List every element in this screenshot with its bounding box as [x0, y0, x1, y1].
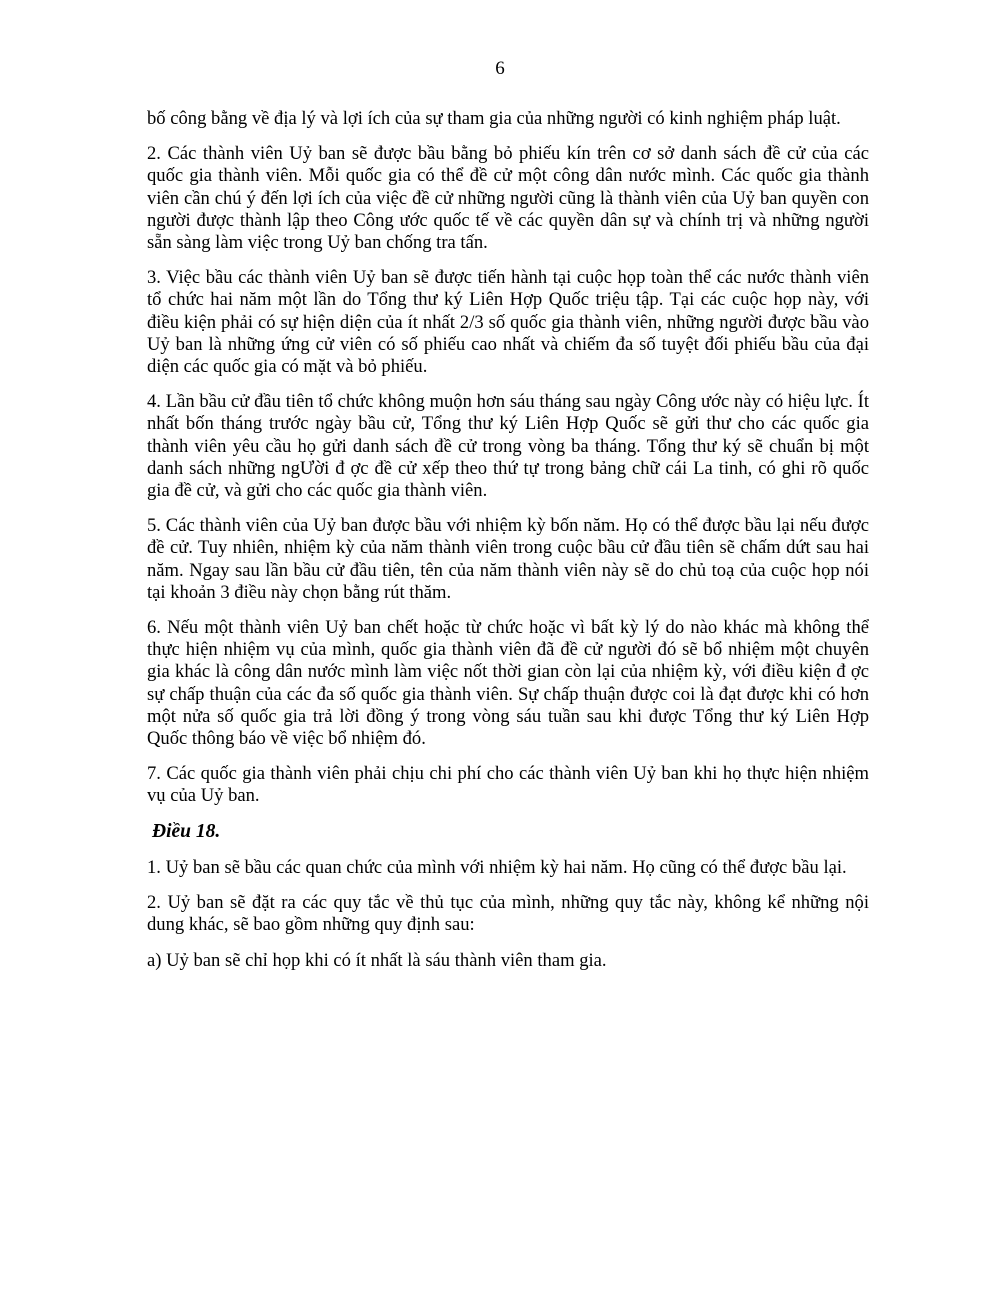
paragraph-item-7: 7. Các quốc gia thành viên phải chịu chi phí cho các thành viên Uỷ ban khi họ thực hiện nhiệm vụ của Uỷ ban. [147, 763, 869, 807]
paragraph-item-2-dieu-18: 2. Uỷ ban sẽ đặt ra các quy tắc về thủ tục của mình, những quy tắc này, không kể những nội dung khác, sẽ bao gồm những quy định sau: [147, 892, 869, 936]
paragraph-item-6: 6. Nếu một thành viên Uỷ ban chết hoặc từ chức hoặc vì bất kỳ lý do nào khác mà không thể thực hiện nhiệm vụ của mình, quốc gia thành viên đã đề cử người đó sẽ bổ nhiệm một chuyên gia khác là công dân nước mình làm việc nốt thời gian còn lại của nhiệm kỳ, với điều kiện đ ợc sự chấp thuận của các đa số quốc gia thành viên. Sự chấp thuận được coi là đạt được khi có hơn một nửa số quốc gia trả lời đồng ý trong vòng sáu tuần sau khi được Tổng thư ký Liên Hợp Quốc thông báo về việc bổ nhiệm đó. [147, 617, 869, 750]
paragraph-item-5: 5. Các thành viên của Uỷ ban được bầu với nhiệm kỳ bốn năm. Họ có thể được bầu lại nếu được đề cử. Tuy nhiên, nhiệm kỳ của năm thành viên trong cuộc bầu cử đầu tiên sẽ chấm dứt sau hai năm. Ngay sau lần bầu cử đầu tiên, tên của năm thành viên này sẽ do chủ toạ của cuộc họp nói tại khoản 3 điều này chọn bằng rút thăm. [147, 515, 869, 603]
section-heading-dieu-18: Điều 18. [152, 820, 221, 842]
paragraph-item-4: 4. Lần bầu cử đầu tiên tổ chức không muộn hơn sáu tháng sau ngày Công ước này có hiệu lực. Ít nhất bốn tháng trước ngày bầu cử, Tổng thư ký Liên Hợp Quốc sẽ gửi thư cho các quốc gia thành viên yêu cầu họ gửi danh sách đề cử trong vòng ba tháng. Tổng thư ký sẽ chuẩn bị một danh sách những ngƯời đ ợc đề cử xếp theo thứ tự trong bảng chữ cái La tinh, có ghi rõ quốc gia đề cử, và gửi cho các quốc gia thành viên. [147, 391, 869, 502]
document-body [147, 108, 869, 985]
page-number: 6 [495, 58, 505, 79]
paragraph-item-3: 3. Việc bầu các thành viên Uỷ ban sẽ được tiến hành tại cuộc họp toàn thể các nước thành viên tổ chức hai năm một lần do Tổng thư ký Liên Hợp Quốc triệu tập. Tại các cuộc họp này, với điều kiện phải có sự hiện diện của ít nhất 2/3 số quốc gia thành viên, những người được bầu vào Uỷ ban là những ứng cử viên có số phiếu cao nhất và chiếm đa số tuyệt đối phiếu bầu của đại diện các quốc gia có mặt và bỏ phiếu. [147, 267, 869, 378]
paragraph-item-2: 2. Các thành viên Uỷ ban sẽ được bầu bằng bỏ phiếu kín trên cơ sở danh sách đề cử của các quốc gia thành viên. Mỗi quốc gia có thể đề cử một công dân nước mình. Các quốc gia thành viên cần chú ý đến lợi ích của việc đề cử những người cũng là thành viên của Uỷ ban quyền con người được thành lập theo Công ước quốc tế về các quyền dân sự và chính trị và những người sẵn sàng làm việc trong Uỷ ban chống tra tấn. [147, 143, 869, 254]
paragraph-item-1-dieu-18: 1. Uỷ ban sẽ bầu các quan chức của mình với nhiệm kỳ hai năm. Họ cũng có thể được bầu lại. [147, 856, 847, 878]
paragraph-item-a-dieu-18: a) Uỷ ban sẽ chỉ họp khi có ít nhất là sáu thành viên tham gia. [147, 949, 607, 971]
paragraph-continuation: bố công bằng về địa lý và lợi ích của sự tham gia của những người có kinh nghiệm pháp luật. [147, 108, 841, 129]
